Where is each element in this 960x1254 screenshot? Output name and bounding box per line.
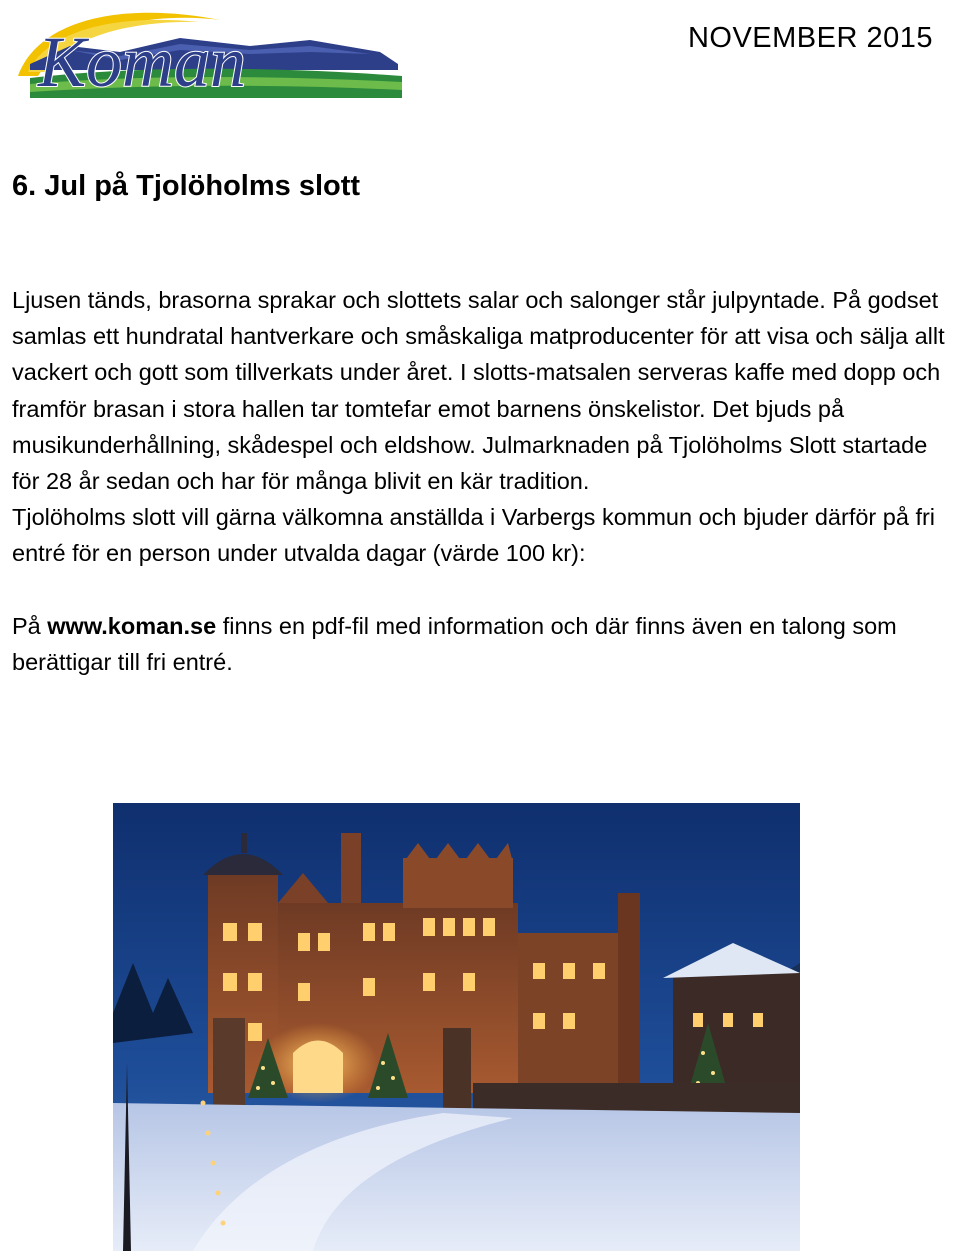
link-suffix: finns en pdf-fil med information och där finns även en talong som berättigar till fri entré. — [12, 612, 897, 675]
paragraph-intro: Ljusen tänds, brasorna sprakar och slottets salar och salonger står julpyntade. På godset samlas ett hundratal hantverkare och småskaliga matproducenter för att visa och sälja allt vackert och gott som tillverkats under året. I slotts-matsalen serveras kaffe med dopp och framför brasan i stora hallen tar tomtefar emot barnens önskelistor. Det bjuds på musikunderhållning, skådespel och eldshow. Julmarknaden på Tjolöholms Slott startade för 28 år sedan och har för många blivit en kär tradition. — [12, 287, 945, 495]
koman-website-link[interactable]: www.koman.se — [47, 612, 217, 639]
paragraph-link — [12, 608, 956, 680]
koman-logo — [10, 6, 402, 106]
paragraph-offer: Tjolöholms slott vill gärna välkomna anställda i Varbergs kommun och bjuder därför på fri entré för en person under utvalda dagar (värde 100 kr): — [12, 504, 936, 567]
article-body — [12, 282, 956, 680]
issue-date: NOVEMBER 2015 — [687, 22, 933, 54]
koman-logo-graphic — [10, 6, 402, 106]
paragraph-spacer — [12, 572, 956, 608]
link-prefix: På — [12, 612, 48, 639]
logo-wordmark: Koman — [38, 22, 247, 102]
article-title: 6. Jul på Tjolöholms slott — [12, 170, 361, 202]
castle-photo — [113, 803, 800, 1251]
castle-winter-illustration — [113, 803, 800, 1251]
